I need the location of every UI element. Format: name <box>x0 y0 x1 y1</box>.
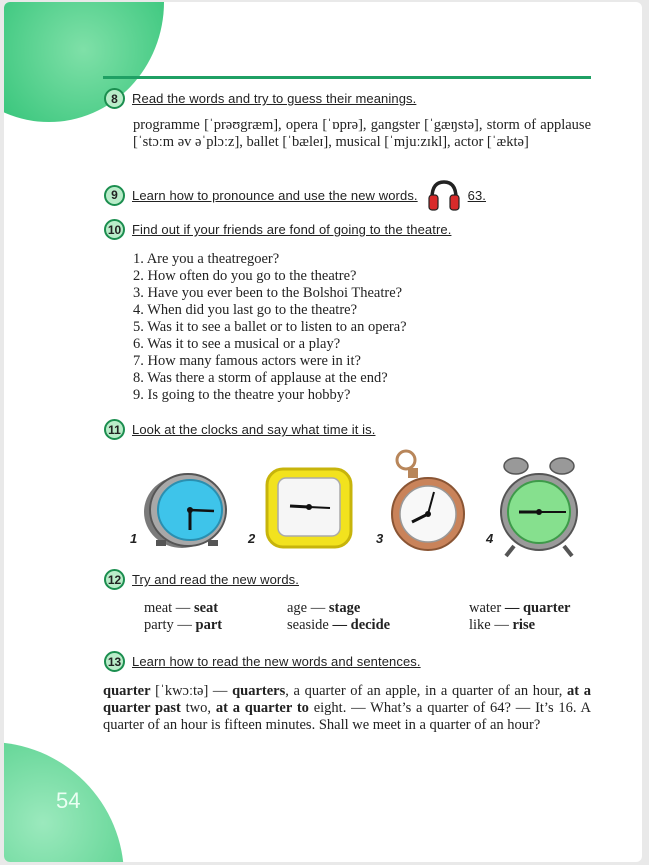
exercise-instruction: Find out if your friends are fond of going to the theatre. <box>132 222 452 237</box>
exercise-number-badge: 12 <box>104 569 125 590</box>
word-pair: water — quarter <box>469 600 571 616</box>
word-pair-row <box>144 600 604 617</box>
exercise-instruction: Read the words and try to guess their meanings. <box>132 91 417 106</box>
clock-1-image <box>138 468 230 550</box>
question-item: 6. Was it to see a musical or a play? <box>133 336 341 352</box>
question-item: 8. Was there a storm of applause at the end? <box>133 370 388 386</box>
clock-1-label: 1 <box>130 531 138 546</box>
exercise-10-header <box>104 219 451 240</box>
question-item: 9. Is going to the theatre your hobby? <box>133 387 351 403</box>
word-pair: like — rise <box>469 617 536 633</box>
clock-4-label: 4 <box>486 531 494 546</box>
exercise-number-badge: 9 <box>104 185 125 206</box>
exercise-instruction: Learn how to read the new words and sentences. <box>132 654 421 669</box>
exercise-8-header <box>104 88 416 109</box>
exercise-number-badge: 10 <box>104 219 125 240</box>
exercise-13-header <box>104 651 421 672</box>
exercise-12-header <box>104 569 299 590</box>
exercise-13-text: quarter [ˈkwɔːtə] — quarters, a quarter of an apple, in a quarter of an hour, at a quarter past two, at a quarter to eight. — What’s a quarter of 64? — It’s 16. A quarter of an hour is fifteen minutes. Shall we meet in a quarter of an hour? <box>103 683 591 733</box>
clock-4-image <box>496 450 582 558</box>
exercise-number-badge: 11 <box>104 419 125 440</box>
clock-2-label: 2 <box>248 531 256 546</box>
question-item: 2. How often do you go to the theatre? <box>133 268 357 284</box>
word-pair-row <box>144 617 604 634</box>
question-item: 4. When did you last go to the theatre? <box>133 302 358 318</box>
exercise-instruction: Try and read the new words. <box>132 572 299 587</box>
exercise-instruction: Learn how to pronounce and use the new words. <box>132 187 418 203</box>
exercise-instruction: Look at the clocks and say what time it is. <box>132 422 376 437</box>
clock-3-image <box>386 448 466 552</box>
question-item: 7. How many famous actors were in it? <box>133 353 361 369</box>
word-pair: seaside — decide <box>287 617 391 633</box>
question-item: 5. Was it to see a ballet or to listen to an opera? <box>133 319 407 335</box>
word-pair: age — stage <box>287 600 361 616</box>
clock-pictures <box>124 448 604 560</box>
word-pairs <box>144 600 604 634</box>
clock-3-label: 3 <box>376 531 384 546</box>
question-item: 1. Are you a theatregoer? <box>133 251 280 267</box>
audio-track-number: 63. <box>467 187 487 203</box>
exercise-9-header <box>104 178 486 212</box>
exercise-number-badge: 8 <box>104 88 125 109</box>
clock-2-image <box>264 466 356 550</box>
page-number: 54 <box>56 788 81 813</box>
question-item: 3. Have you ever been to the Bolshoi Theatre? <box>133 285 403 301</box>
question-list <box>133 251 407 404</box>
word-pair: party — part <box>144 617 223 633</box>
exercise-number-badge: 13 <box>104 651 125 672</box>
headphones-icon[interactable] <box>426 178 462 212</box>
exercise-8-text: programme [ˈprəʊgræm], opera [ˈɒprə], gangster [ˈgæŋstə], storm of applause [ˈstɔːm əv əˈplɔːz], ballet [ˈbæleɪ], musical [ˈmjuːzɪkl], actor [ˈæktə] <box>133 117 591 150</box>
top-rule <box>103 76 591 79</box>
word-pair: meat — seat <box>144 600 219 616</box>
exercise-11-header <box>104 419 375 440</box>
